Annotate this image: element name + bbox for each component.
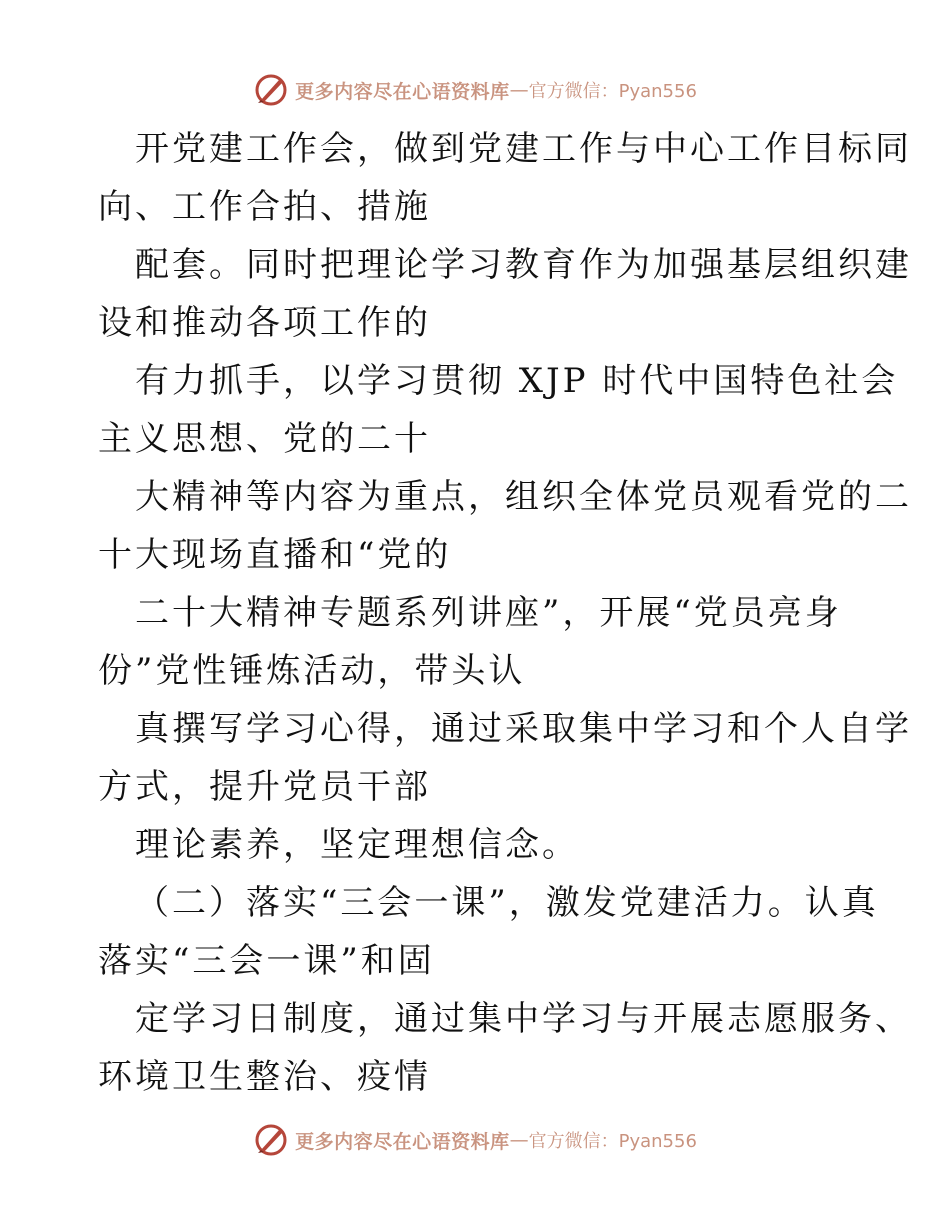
text-line: 配套。同时把理论学习教育作为加强基层组织建 [135, 245, 912, 285]
text-line: 真撰写学习心得，通过采取集中学习和个人自学 [135, 709, 912, 749]
quill-logo-icon [253, 72, 289, 108]
text-line: 份”党性锤炼活动，带头认 [98, 651, 526, 691]
watermark-separator: — [509, 79, 529, 101]
text-line: 有力抓手，以学习贯彻 XJP 时代中国特色社会 [135, 361, 899, 401]
text-line: 十大现场直播和“党的 [98, 535, 452, 575]
text-line: 落实“三会一课”和固 [98, 941, 435, 981]
watermark-text: 更多内容尽在心语资料库 [295, 1130, 510, 1153]
text-line: 方式，提升党员干部 [98, 767, 431, 807]
text-line: 定学习日制度，通过集中学习与开展志愿服务、 [135, 999, 912, 1039]
text-line: 二十大精神专题系列讲座”，开展“党员亮身 [135, 593, 842, 633]
header-watermark [0, 70, 950, 110]
text-line: 环境卫生整治、疫情 [98, 1057, 431, 1097]
watermark-text: 更多内容尽在心语资料库 [295, 80, 510, 103]
footer-watermark [0, 1120, 950, 1160]
text-line: 大精神等内容为重点，组织全体党员观看党的二 [135, 477, 912, 517]
quill-logo-icon [253, 1122, 289, 1158]
text-line: 开党建工作会，做到党建工作与中心工作目标同 [135, 129, 912, 169]
text-line: （二）落实“三会一课”，激发党建活力。认真 [135, 883, 879, 923]
watermark-wechat: 官方微信：Pyan556 [528, 81, 697, 102]
watermark-separator: — [509, 1129, 529, 1151]
text-line: 设和推动各项工作的 [98, 303, 431, 343]
text-line: 理论素养，坚定理想信念。 [135, 825, 579, 865]
text-line: 主义思想、党的二十 [98, 419, 431, 459]
text-line: 向、工作合拍、措施 [98, 187, 431, 227]
watermark-wechat: 官方微信：Pyan556 [528, 1131, 697, 1152]
